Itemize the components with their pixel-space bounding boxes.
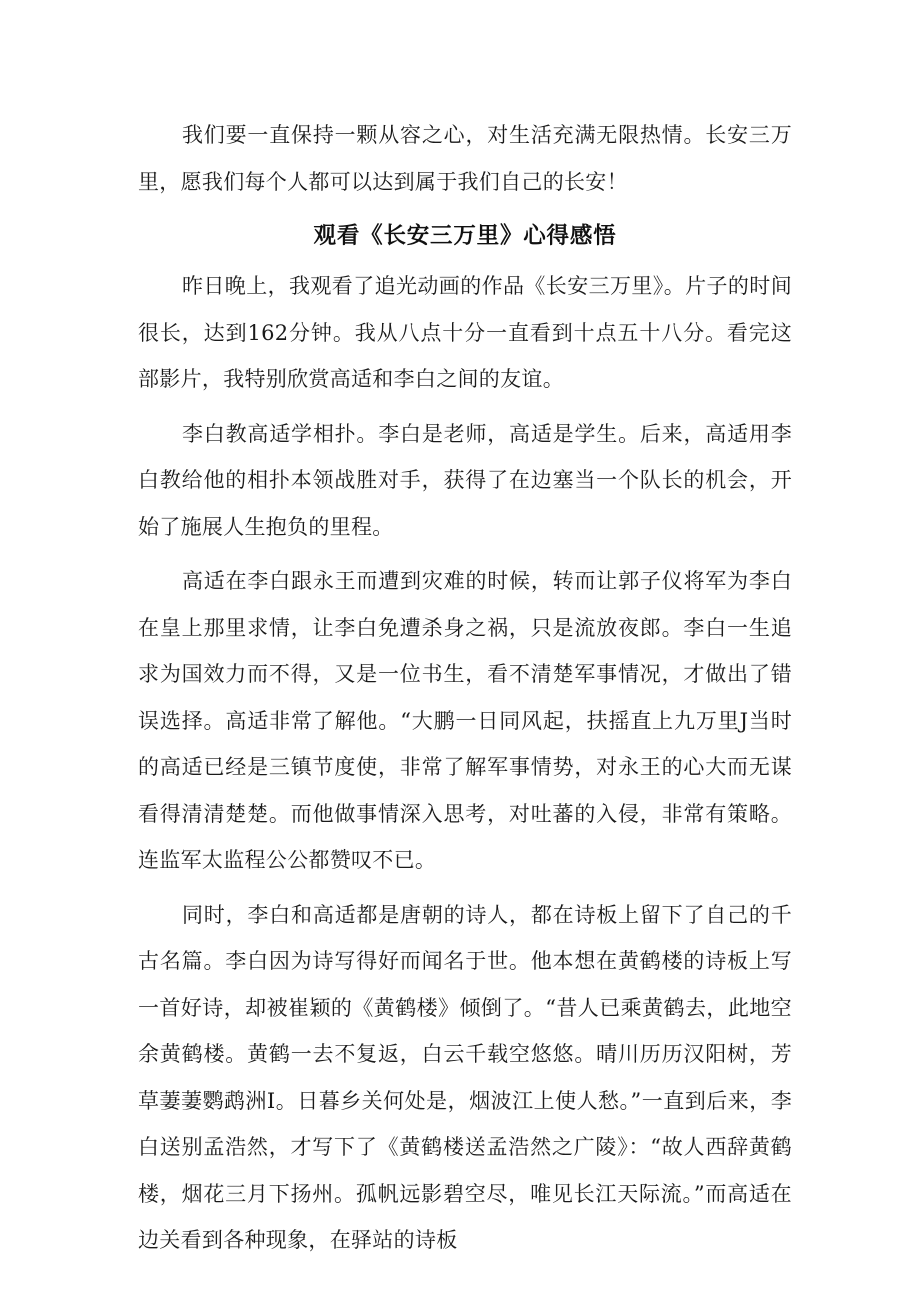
paragraph-3: 高适在李白跟永王而遭到灾难的时候，转而让郭子仪将军为李白在皇上那里求情，让李白免遭杀身之祸，只是流放夜郎。李白一生追求为国效力而不得，又是一位书生，看不清楚军事情况，才做出了错误选择。高适非常了解他。“大鹏一日同风起，扶摇直上九万里J当时的高适已经是三镇节度使，非常了解军事情势，对永王的心大而无谋看得清清楚楚。而他做事情深入思考，对吐蕃的入侵，非常有策略。连监军太监程公公都赞叹不已。 bbox=[138, 569, 792, 872]
intro-paragraph: 我们要一直保持一颗从容之心，对生活充满无限热情。长安三万里，愿我们每个人都可以达到属于我们自己的长安！ bbox=[138, 123, 792, 194]
page-title: 观看《长安三万里》心得感悟 bbox=[313, 223, 617, 249]
paragraph-2: 李白教高适学相扑。李白是老师，高适是学生。后来，高适用李白教给他的相扑本领战胜对手，获得了在边塞当一个队长的机会，开始了施展人生抱负的里程。 bbox=[138, 421, 792, 539]
paragraph-1: 昨日晚上，我观看了追光动画的作品《长安三万里》。片子的时间很长，达到162分钟。我从八点十分一直看到十点五十八分。看完这部影片，我特别欣赏高适和李白之间的友谊。 bbox=[138, 274, 792, 391]
paragraph-4: 同时，李白和高适都是唐朝的诗人，都在诗板上留下了自己的千古名篇。李白因为诗写得好而闻名于世。他本想在黄鹤楼的诗板上写一首好诗，却被崔颖的《黄鹤楼》倾倒了。“昔人已乘黄鹤去，此地空余黄鹤楼。黄鹤一去不复返，白云千载空悠悠。晴川历历汉阳树，芳草萋萋鹦鹉洲I。日暮乡关何处是，烟波江上使人愁。”一直到后来，李白送别孟浩然，才写下了《黄鹤楼送孟浩然之广陵》：“故人西辞黄鹤楼，烟花三月下扬州。孤帆远影碧空尽，唯见长江天际流。”而高适在边关看到各种现象，在驿站的诗板 bbox=[138, 902, 792, 1252]
document-body bbox=[138, 112, 792, 1272]
